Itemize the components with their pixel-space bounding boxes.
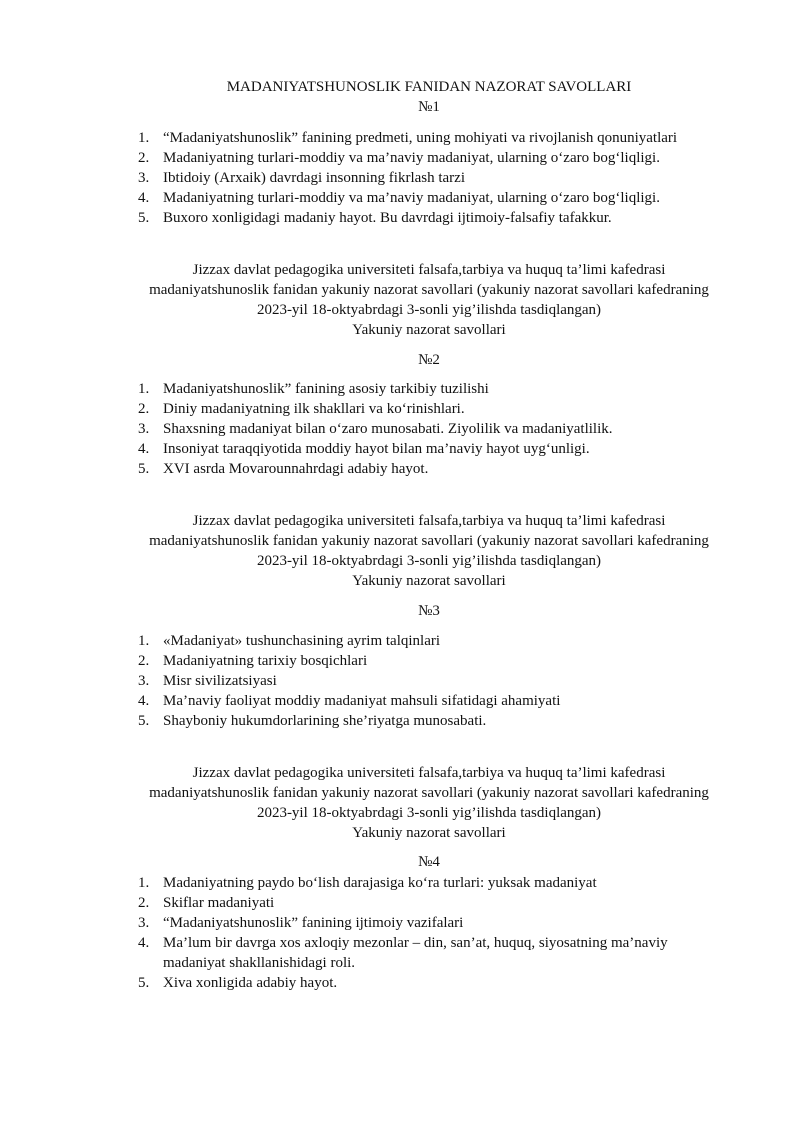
university-header-2 <box>0 260 800 340</box>
list-item: 2. Diniy madaniyatning ilk shakllari va ko‘rinishlari. <box>138 401 465 417</box>
list-item: 3. Ibtidoiy (Arxaik) davrdagi insonning fikrlash tarzi <box>138 170 466 186</box>
header-line: Yakuniy nazorat savollari <box>352 825 506 841</box>
list-item: 5. Shayboniy hukumdorlarining she’riyatga munosabati. <box>138 713 487 729</box>
header-line: madaniyatshunoslik fanidan yakuniy nazorat savollari (yakuniy nazorat savollari kafedraning <box>149 282 709 298</box>
university-header-4 <box>0 763 800 843</box>
section-number-4: №4 <box>418 854 440 870</box>
header-line: Jizzax davlat pedagogika universiteti falsafa,tarbiya va huquq ta’limi kafedrasi <box>192 765 666 781</box>
list-item: 2. Madaniyatning tarixiy bosqichlari <box>138 653 368 669</box>
section-number-1: №1 <box>418 99 440 115</box>
list-item: 3. Misr sivilizatsiyasi <box>138 673 277 689</box>
question-list-3 <box>0 631 723 731</box>
list-item: 3. “Madaniyatshunoslik” fanining ijtimoiy vazifalari <box>138 915 464 931</box>
header-line: Jizzax davlat pedagogika universiteti falsafa,tarbiya va huquq ta’limi kafedrasi <box>192 262 666 278</box>
header-line: Yakuniy nazorat savollari <box>352 573 506 589</box>
list-item: 4. Madaniyatning turlari-moddiy va ma’naviy madaniyat, ularning o‘zaro bog‘liqligi. <box>138 190 660 206</box>
list-item: 1. “Madaniyatshunoslik” fanining predmeti, uning mohiyati va rivojlanish qonuniyatlari <box>138 130 678 146</box>
header-line: madaniyatshunoslik fanidan yakuniy nazorat savollari (yakuniy nazorat savollari kafedraning <box>149 785 709 801</box>
question-list-4 <box>0 873 723 993</box>
list-item: 5. XVI asrda Movarounnahrdagi adabiy hayot. <box>138 461 429 477</box>
header-line: madaniyatshunoslik fanidan yakuniy nazorat savollari (yakuniy nazorat savollari kafedraning <box>149 533 709 549</box>
list-item: 5. Buxoro xonligidagi madaniy hayot. Bu davrdagi ijtimoiy-falsafiy tafakkur. <box>138 210 612 226</box>
document-title: MADANIYATSHUNOSLIK FANIDAN NAZORAT SAVOLLARI <box>226 79 632 95</box>
list-item: 4. Insoniyat taraqqiyotida moddiy hayot bilan ma’naviy hayot uyg‘unligi. <box>138 441 590 457</box>
university-header-3 <box>0 511 800 591</box>
list-item: 4. Ma’naviy faoliyat moddiy madaniyat mahsuli sifatidagi ahamiyati <box>138 693 561 709</box>
list-item: 4. Ma’lum bir davrga xos axloqiy mezonlar – din, san’at, huquq, siyosatning ma’naviy madaniyat shakllanishidagi roli. <box>138 935 668 971</box>
question-list-2 <box>0 379 723 479</box>
list-item: 1. Madaniyatshunoslik” fanining asosiy tarkibiy tuzilishi <box>138 381 489 397</box>
list-item: 1. Madaniyatning paydo bo‘lish darajasiga ko‘ra turlari: yuksak madaniyat <box>138 875 597 891</box>
header-line: 2023-yil 18-oktyabrdagi 3-sonli yig’ilishda tasdiqlangan) <box>256 553 602 569</box>
header-line: 2023-yil 18-oktyabrdagi 3-sonli yig’ilishda tasdiqlangan) <box>256 805 602 821</box>
section-number-3: №3 <box>418 603 440 619</box>
list-item: 3. Shaxsning madaniyat bilan o‘zaro munosabati. Ziyolilik va madaniyatlilik. <box>138 421 613 437</box>
list-item: 2. Skiflar madaniyati <box>138 895 275 911</box>
question-list-1 <box>0 128 723 228</box>
list-item: 2. Madaniyatning turlari-moddiy va ma’naviy madaniyat, ularning o‘zaro bog‘liqligi. <box>138 150 660 166</box>
header-line: Yakuniy nazorat savollari <box>352 322 506 338</box>
list-item: 5. Xiva xonligida adabiy hayot. <box>138 975 338 991</box>
section-number-2: №2 <box>418 352 440 368</box>
header-line: 2023-yil 18-oktyabrdagi 3-sonli yig’ilishda tasdiqlangan) <box>256 302 602 318</box>
header-line: Jizzax davlat pedagogika universiteti falsafa,tarbiya va huquq ta’limi kafedrasi <box>192 513 666 529</box>
list-item: 1. «Madaniyat» tushunchasining ayrim talqinlari <box>138 633 441 649</box>
